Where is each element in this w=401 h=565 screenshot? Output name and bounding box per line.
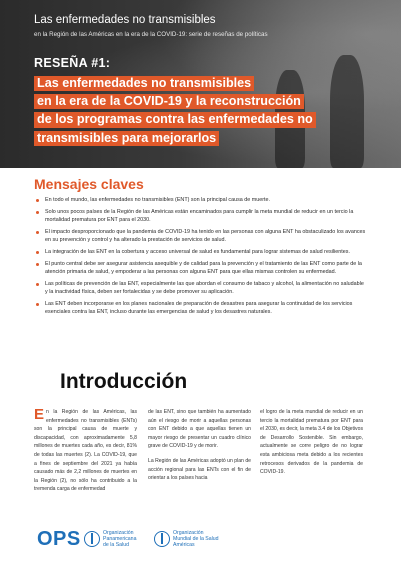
- message-text: La integración de las ENT en la cobertura y acceso universal de salud es fundamental para lograr sistemas de salud resilientes.: [45, 249, 350, 256]
- brief-title: [34, 74, 339, 147]
- bullet-icon: [36, 251, 39, 254]
- paho-emblem-icon: [84, 531, 100, 547]
- message-text: Las políticas de prevención de las ENT, especialmente las que abordan el consumo de tabaco y alcohol, la alimentación no saludable y la inactividad física, deben ser fortalecidas y se debe promover su aplicación.: [45, 281, 364, 295]
- brief-title-line: en la era de la COVID-19 y la reconstrucción: [34, 94, 304, 109]
- who-emblem-icon: [154, 531, 170, 547]
- brief-title-line: de los programas contra las enfermedades no: [34, 112, 316, 127]
- key-messages-list: [36, 197, 368, 321]
- introduction-heading: Introducción: [60, 370, 188, 393]
- intro-text: La Región de las Américas adoptó un plan de acción regional para las ENTs con el fin de orientar a los países hacia: [148, 457, 251, 482]
- list-item: [36, 209, 368, 224]
- list-item: [36, 249, 368, 257]
- list-item: [36, 261, 368, 276]
- list-item: [36, 281, 368, 296]
- bullet-icon: [36, 211, 39, 214]
- brief-number: RESEÑA #1:: [34, 56, 111, 70]
- series-title: Las enfermedades no transmisibles: [34, 14, 216, 26]
- org-name-line: Organización: [103, 530, 134, 536]
- ops-logo: OPS: [37, 528, 81, 550]
- paho-name: [103, 531, 136, 548]
- org-name-line: Panamericana: [103, 535, 137, 542]
- org-name-line: Mundial de la Salud: [173, 535, 219, 542]
- intro-text: de las ENT, sino que también ha aumentado aún el riesgo de morir a aquellas personas con ENT debido a que aquellas tienen un mayor riesgo de presentar un cuadro clínico grave de COVID-19 y de morir.: [148, 409, 251, 450]
- bullet-icon: [36, 199, 39, 202]
- bullet-icon: [36, 231, 39, 234]
- message-text: El impacto desproporcionado que la pandemia de COVID-19 ha tenido en las personas con alguna ENT ha obstaculizado los avances en su prevención y control y ha alterado la prestación de servicios de salud.: [45, 229, 366, 243]
- bullet-icon: [36, 263, 39, 266]
- message-text: Las ENT deben incorporarse en los planes nacionales de preparación de desastres para asegurar la continuidad de los servicios esenciales contra las ENT, incluso durante las emergencias de salud y los desastres naturales.: [45, 301, 353, 315]
- message-text: En todo el mundo, las enfermedades no transmisibles (ENT) son la principal causa de muerte.: [45, 197, 271, 203]
- list-item: [36, 229, 368, 244]
- message-text: El punto central debe ser asegurar asistencia asequible y de calidad para la prevención y el tratamiento de las ENT como parte de la atención primaria de salud, y empoderar a las personas con alguna ENT para que ellas mismas controlen su enfermedad.: [45, 261, 362, 275]
- list-item: [36, 197, 368, 205]
- list-item: [36, 301, 368, 316]
- message-text: Solo unos pocos países de la Región de las Américas están encaminados para cumplir la meta mundial de reducir en un tercio la mortalidad prematura por ENT para el 2030.: [45, 209, 354, 223]
- series-subtitle: en la Región de las Américas en la era de la COVID-19: serie de reseñas de políticas: [34, 31, 268, 38]
- brief-title-line: transmisibles para mejorarlos: [34, 131, 219, 146]
- intro-column-2: [148, 408, 251, 483]
- intro-text: n la Región de las Américas, las enfermedades no transmisibles (ENTs) son la principal causa de muerte y discapacidad, con aproximadamente 5,8 millones de muertes cada año, es decir, 81% de todas las muertes (2). La COVID-19, que a fines de septiembre del 2021 ya había causado más de 2,2 millones de muertes en la Región (2), no sólo ha contribuido a la tremenda carga de enfermedad: [34, 409, 137, 493]
- org-name-line: de la Salud: [103, 541, 129, 548]
- intro-column-1: [34, 408, 137, 494]
- intro-text: el logro de la meta mundial de reducir en un tercio la mortalidad prematura por ENT para el 2030, es decir, la meta 3.4 de los Objetivos de Desarrollo Sostenible. Sin embargo, actualmente se corre peligro de no lograr esta ambiciosa meta debido a los recientes retrocesos derivados de la pandemia de COVID-19.: [260, 409, 363, 476]
- header-banner: [0, 0, 401, 168]
- who-name: [173, 531, 219, 548]
- intro-column-3: [260, 408, 363, 477]
- key-messages-heading: Mensajes claves: [34, 176, 144, 192]
- drop-cap: E: [34, 406, 45, 423]
- brief-title-line: Las enfermedades no transmisibles: [34, 76, 254, 91]
- bullet-icon: [36, 303, 39, 306]
- org-name-line: Organización: [173, 530, 204, 536]
- bullet-icon: [36, 283, 39, 286]
- org-name-line: Américas: [173, 541, 195, 548]
